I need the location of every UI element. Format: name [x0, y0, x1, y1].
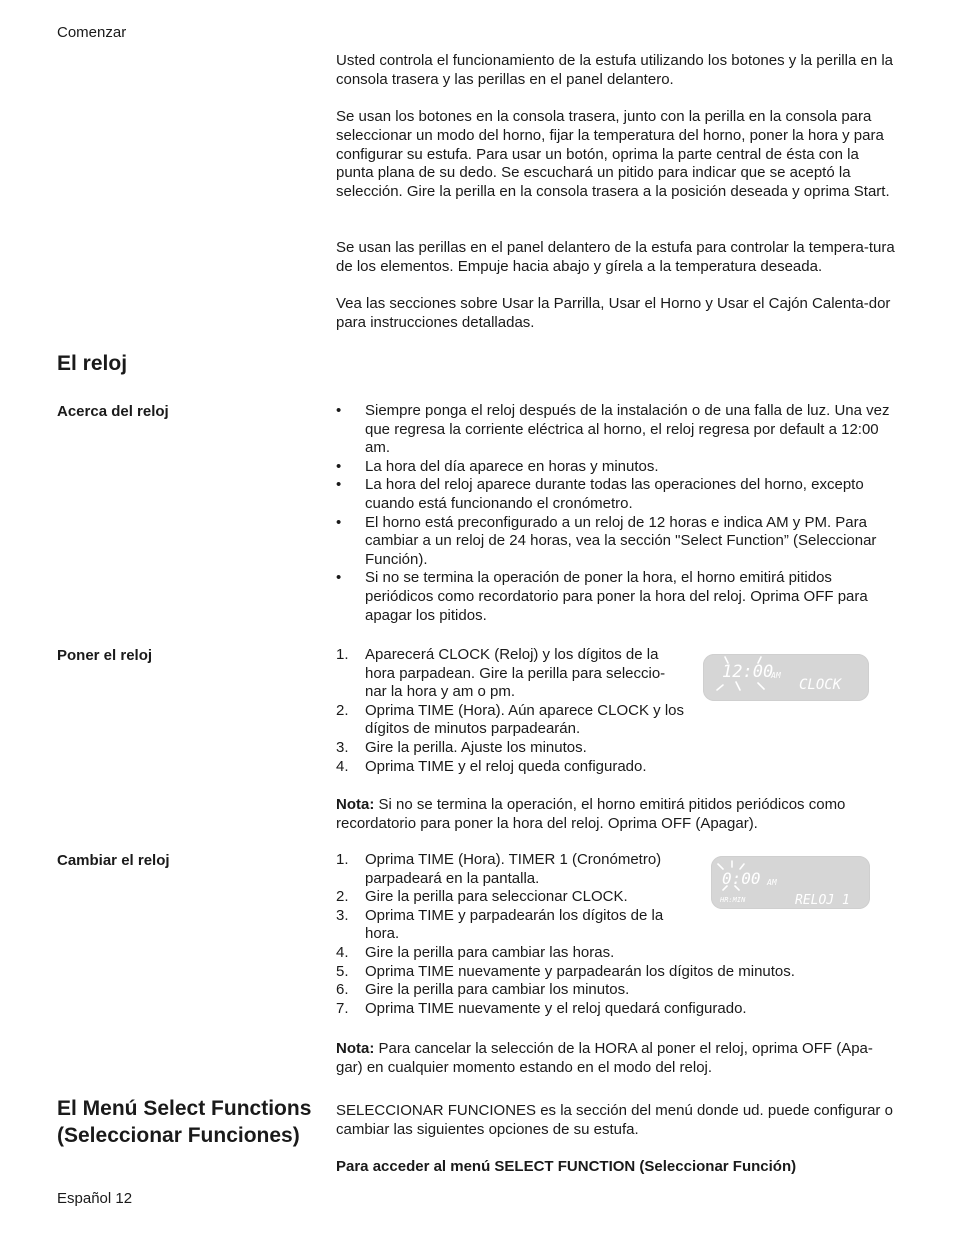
lcd-time: 12:00 [722, 662, 774, 682]
list-item: • La hora del reloj aparece durante todas las operaciones del horno, excepto cuando está funcionando el cronómetro. [336, 476, 864, 512]
step-number: 5. [336, 962, 349, 980]
lcd-sub: HR:MIN [720, 896, 746, 904]
bullet-marker: • [336, 476, 342, 494]
section-title-select [57, 1095, 332, 1149]
list-item: • La hora del día aparece en horas y minutos. [336, 457, 659, 475]
lcd-time: 0:00 [722, 869, 761, 888]
step-number: 2. [336, 701, 349, 719]
intro-paragraph: Vea las secciones sobre Usar la Parrilla, Usar el Horno y Usar el Cajón Calenta-dor para instrucciones detalladas. [336, 295, 891, 331]
acerca-bullet-list [336, 402, 898, 625]
lcd-ampm: AM [771, 671, 781, 680]
lcd-label: CLOCK [799, 677, 842, 693]
list-item: 3. Oprima TIME y parpadearán los dígitos de la hora. [336, 906, 664, 943]
title-line: (Seleccionar Funciones) [57, 1124, 300, 1147]
clock-display-image [703, 654, 869, 701]
note-text: Para cancelar la selección de la HORA al poner el reloj, oprima OFF (Apa-gar) en cualquier momento estando en el modo del reloj. [336, 1040, 873, 1076]
list-item: • El horno está preconfigurado a un reloj de 12 horas e indica AM y PM. Para cambiar a un reloj de 24 horas, vea la sección "Select Function” (Seleccionar Función). [336, 513, 877, 568]
subheading-poner: Poner el reloj [57, 647, 153, 664]
title-line: El Menú Select Functions [57, 1097, 312, 1120]
note-label: Nota: [336, 1040, 375, 1057]
step-number: 1. [336, 851, 349, 868]
running-header: Comenzar [57, 24, 127, 41]
list-item: 1. Aparecerá CLOCK (Reloj) y los dígitos de la hora parpadean. Gire la perilla para seleccio-nar la hora y am o pm. [336, 646, 666, 701]
step-number: 6. [336, 981, 349, 999]
note-text: Si no se termina la operación, el horno emitirá pitidos periódicos como recordatorio para poner la hora del reloj. Oprima OFF (Apagar). [336, 796, 846, 832]
list-item: 4. Gire la perilla para cambiar las horas. [336, 943, 615, 961]
section-title-reloj: El reloj [57, 352, 128, 375]
bullet-marker: • [336, 457, 342, 475]
step-number: 2. [336, 888, 349, 906]
lcd-graphic [711, 856, 870, 909]
step-number: 1. [336, 646, 349, 663]
note-poner [336, 796, 898, 834]
select-paragraph: SELECCIONAR FUNCIONES es la sección del menú donde ud. puede configurar o cambiar las siguientes opciones de su estufa. [336, 1102, 893, 1138]
note-cambiar [336, 1040, 898, 1078]
list-item: 4. Oprima TIME y el reloj queda configurado. [336, 757, 647, 775]
list-item: 3. Gire la perilla. Ajuste los minutos. [336, 738, 587, 756]
lcd-label: RELOJ 1 [795, 893, 850, 908]
note-label: Nota: [336, 796, 375, 813]
list-item: 2. Gire la perilla para seleccionar CLOCK. [336, 888, 628, 906]
page-footer: Español 12 [57, 1190, 133, 1207]
intro-paragraph: Se usan las perillas en el panel delantero de la estufa para controlar la tempera-tura de los elementos. Empuje hacia abajo y gírela a la temperatura deseada. [336, 239, 895, 275]
lcd-graphic [703, 654, 869, 701]
lcd-ampm: AM [767, 878, 777, 887]
list-item: 1. Oprima TIME (Hora). TIMER 1 (Cronómetro) parpadeará en la pantalla. [336, 851, 662, 887]
timer-display-image [711, 856, 870, 909]
step-number: 7. [336, 999, 349, 1017]
bullet-marker: • [336, 402, 342, 419]
list-item: 2. Oprima TIME (Hora). Aún aparece CLOCK y los dígitos de minutos parpadearán. [336, 701, 684, 738]
bullet-marker: • [336, 569, 342, 587]
list-item: • Si no se termina la operación de poner la hora, el horno emitirá pitidos periódicos como recordatorio para poner la hora del reloj. Oprima OFF para apagar los pitidos. [336, 569, 868, 624]
step-number: 3. [336, 738, 349, 756]
select-subheading: Para acceder al menú SELECT FUNCTION (Seleccionar Función) [336, 1158, 797, 1175]
subheading-acerca: Acerca del reloj [57, 403, 169, 420]
list-item: 5. Oprima TIME nuevamente y parpadearán los dígitos de minutos. [336, 962, 795, 980]
list-item: 7. Oprima TIME nuevamente y el reloj quedará configurado. [336, 999, 747, 1017]
subheading-cambiar: Cambiar el reloj [57, 852, 170, 869]
intro-paragraph: Usted controla el funcionamiento de la estufa utilizando los botones y la perilla en la consola trasera y las perillas en el panel delantero. [336, 52, 894, 88]
bullet-marker: • [336, 513, 342, 531]
list-item: 6. Gire la perilla para cambiar los minutos. [336, 981, 630, 999]
intro-paragraph: Se usan los botones en la consola trasera, junto con la perilla en la consola para seleccionar un modo del horno, fijar la temperatura del horno, poner la hora y para configurar su estufa. Para usar un botón, oprima la parte central de ésta con la punta plana de su dedo. Se escuchará un pitido para indicar que se aceptó la selección. Gire la perilla en la consola trasera a la posición deseada y oprima Start. [336, 108, 890, 201]
list-item: • Siempre ponga el reloj después de la instalación o de una falla de luz. Una vez que regresa la corriente eléctrica al horno, el reloj regresa por default a 12:00 am. [336, 402, 890, 457]
step-number: 4. [336, 757, 349, 775]
step-number: 3. [336, 906, 349, 924]
step-number: 4. [336, 943, 349, 961]
